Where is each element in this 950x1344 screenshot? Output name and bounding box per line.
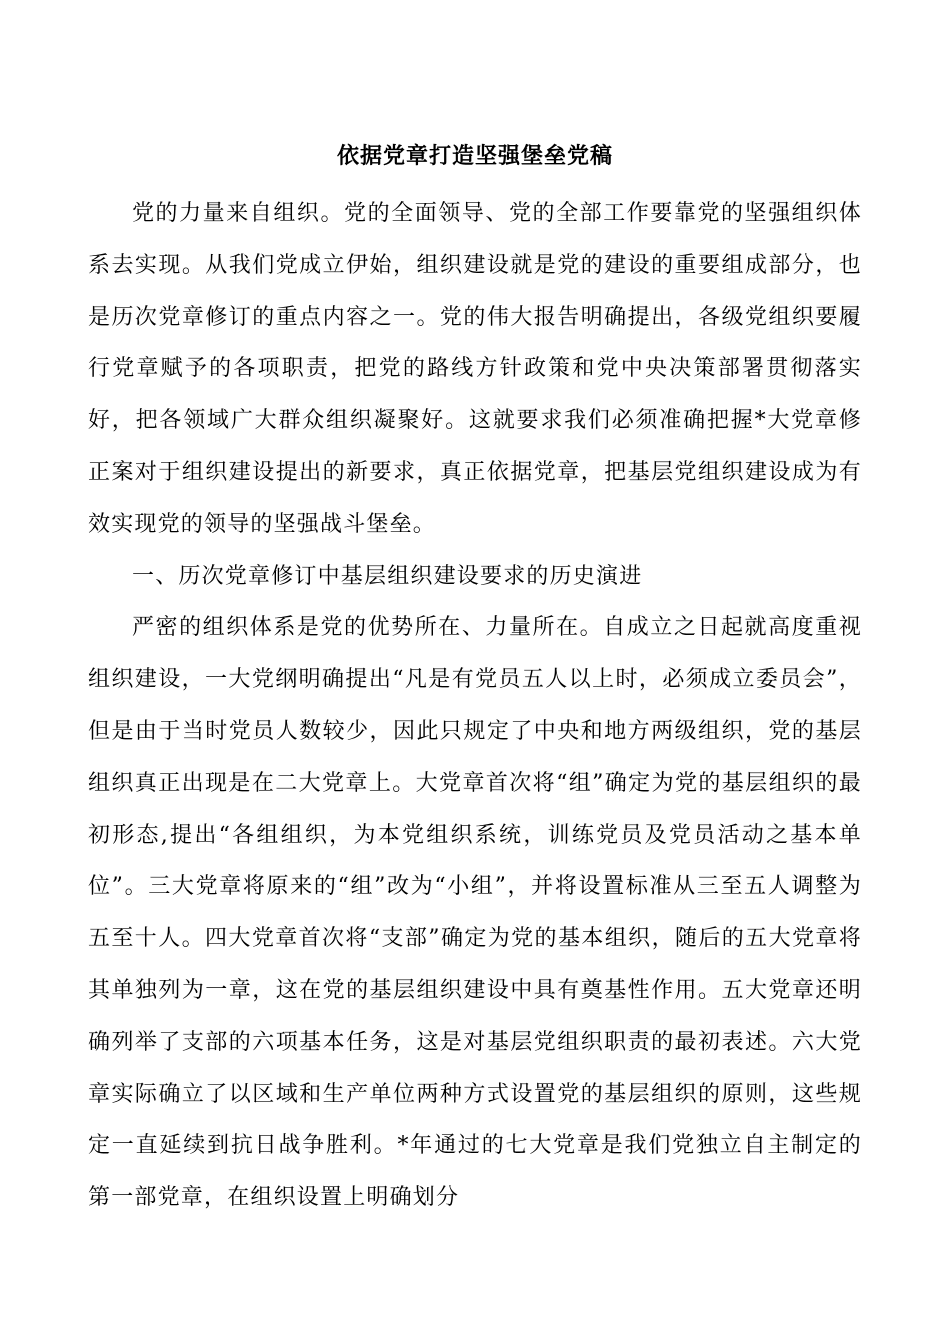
document-title: 依据党章打造坚强堡垒党稿 — [336, 143, 613, 169]
document-body — [88, 188, 862, 1224]
paragraph-history: 严密的组织体系是党的优势所在、力量所在。自成立之日起就高度重视组织建设，一大党纲明确提出“凡是有党员五人以上时，必须成立委员会”，但是由于当时党员人数较少，因此只规定了中央和地方两级组织，党的基层组织真正出现是在二大党章上。大党章首次将“组”确定为党的基层组织的最初形态,提出“各组组织，为本党组织系统，训练党员及党员活动之基本单位”。三大党章将原来的“组”改为“小组”，并将设置标准从三至五人调整为五至十人。四大党章首次将“支部”确定为党的基本组织，随后的五大党章将其单独列为一章，这在党的基层组织建设中具有奠基性作用。五大党章还明确列举了支部的六项基本任务，这是对基层党组织职责的最初表述。六大党章实际确立了以区域和生产单位两种方式设置党的基层组织的原则，这些规定一直延续到抗日战争胜利。*年通过的七大党章是我们党独立自主制定的第一部党章，在组织设置上明确划分 — [88, 615, 862, 1211]
paragraph-intro: 党的力量来自组织。党的全面领导、党的全部工作要靠党的坚强组织体系去实现。从我们党成立伊始，组织建设就是党的建设的重要组成部分，也是历次党章修订的重点内容之一。党的伟大报告明确提出，各级党组织要履行党章赋予的各项职责，把党的路线方针政策和党中央决策部署贯彻落实好，把各领域广大群众组织凝聚好。这就要求我们必须准确把握*大党章修正案对于组织建设提出的新要求，真正依据党章，把基层党组织建设成为有效实现党的领导的坚强战斗堡垒。 — [88, 201, 862, 537]
section-heading: 一、历次党章修订中基层组织建设要求的历史演进 — [132, 563, 643, 589]
